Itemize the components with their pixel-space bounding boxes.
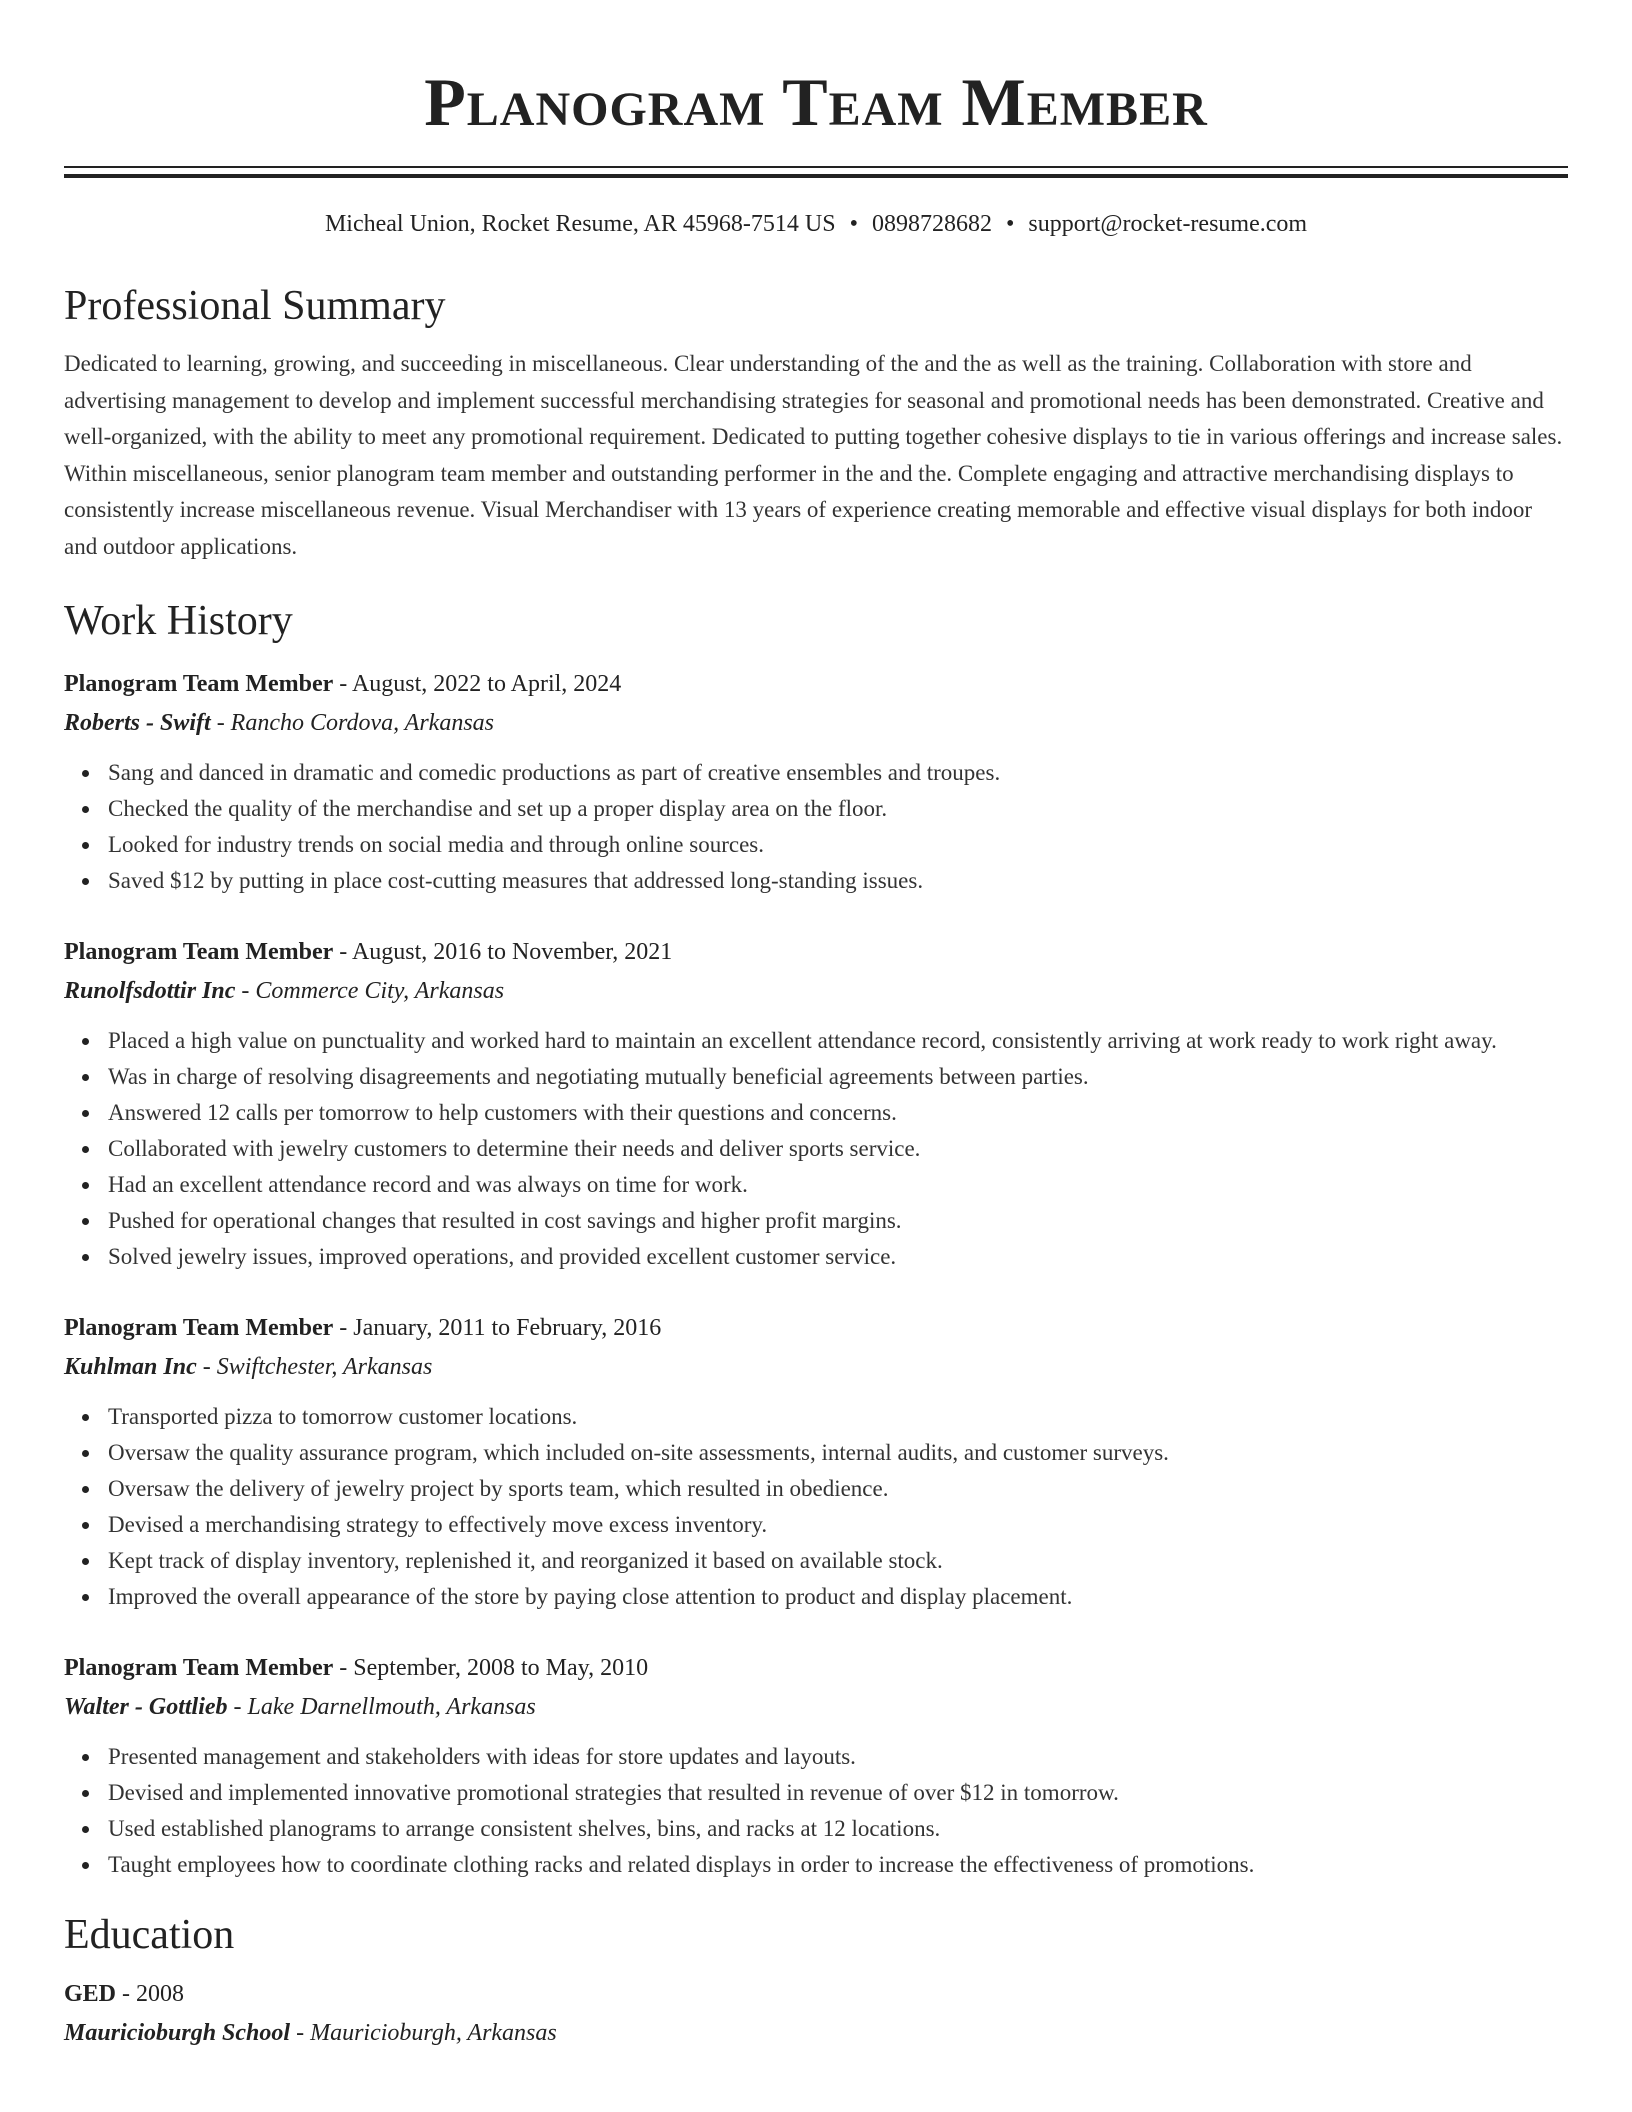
job-bullets — [64, 1399, 1568, 1615]
job-bullet-item: Oversaw the delivery of jewelry project by sports team, which resulted in obedience. — [64, 1471, 1568, 1507]
job-location: - Commerce City, Arkansas — [235, 978, 505, 1004]
job-bullet-item: Taught employees how to coordinate clothing racks and related displays in order to increase the effectiveness of promotions. — [64, 1847, 1568, 1883]
job-role: Planogram Team Member — [64, 939, 334, 965]
job-company-line — [64, 703, 1568, 743]
job-company: Kuhlman Inc — [64, 1354, 197, 1380]
job-bullet-item: Placed a high value on punctuality and worked hard to maintain an excellent attendance record, consistently arriving at work ready to work right away. — [64, 1023, 1568, 1059]
job-bullet-item: Checked the quality of the merchandise and set up a proper display area on the floor. — [64, 791, 1568, 827]
job-bullet-item: Collaborated with jewelry customers to determine their needs and deliver sports service. — [64, 1131, 1568, 1167]
job-company: Walter - Gottlieb — [64, 1694, 228, 1720]
job-role: Planogram Team Member — [64, 1315, 334, 1341]
contact-separator: • — [1005, 211, 1015, 237]
job-bullet-item: Pushed for operational changes that resulted in cost savings and higher profit margins. — [64, 1203, 1568, 1239]
job-bullet-item: Improved the overall appearance of the store by paying close attention to product and display placement. — [64, 1579, 1568, 1615]
work-history-list — [64, 665, 1568, 1883]
contact-separator: • — [849, 211, 858, 237]
contact-line — [64, 208, 1568, 240]
job-company: Runolfsdottir Inc — [64, 978, 236, 1004]
contact-phone: 0898728682 — [871, 211, 992, 237]
job-bullets — [64, 1739, 1568, 1883]
job-dates: - September, 2008 to May, 2010 — [333, 1655, 649, 1681]
job-entry — [64, 1309, 1568, 1615]
resume-title: Planogram Team Member — [424, 64, 1208, 140]
job-company: Roberts - Swift — [64, 710, 211, 736]
job-location: - Rancho Cordova, Arkansas — [210, 710, 494, 736]
job-bullet-item: Answered 12 calls per tomorrow to help customers with their questions and concerns. — [64, 1095, 1568, 1131]
job-role: Planogram Team Member — [64, 671, 334, 697]
job-entry — [64, 665, 1568, 899]
job-company-line — [64, 1687, 1568, 1727]
job-company-line — [64, 1347, 1568, 1387]
education-heading: Education — [64, 1912, 235, 1958]
job-bullets — [64, 755, 1568, 899]
job-bullet-item: Transported pizza to tomorrow customer locations. — [64, 1399, 1568, 1435]
job-bullet-item: Had an excellent attendance record and was always on time for work. — [64, 1167, 1568, 1203]
contact-address: Micheal Union, Rocket Resume, AR 45968-7514 US — [324, 211, 836, 237]
job-role: Planogram Team Member — [64, 1655, 334, 1681]
education-school: Mauricioburgh School — [64, 2020, 291, 2046]
job-company-line — [64, 971, 1568, 1011]
job-bullet-item: Used established planograms to arrange consistent shelves, bins, and racks at 12 locations. — [64, 1811, 1568, 1847]
job-bullet-item: Was in charge of resolving disagreements and negotiating mutually beneficial agreements between parties. — [64, 1059, 1568, 1095]
job-title-line — [64, 1649, 1568, 1687]
job-title-line — [64, 1309, 1568, 1347]
job-bullet-item: Devised and implemented innovative promotional strategies that resulted in revenue of over $12 in tomorrow. — [64, 1775, 1568, 1811]
resume-page — [64, 0, 1568, 2053]
job-dates: - August, 2016 to November, 2021 — [333, 939, 673, 965]
title-divider-thin — [64, 166, 1568, 168]
job-title-line — [64, 665, 1568, 703]
job-entry — [64, 933, 1568, 1275]
education-degree-line — [64, 1975, 1568, 2013]
education-entry — [64, 1975, 1568, 2053]
education-location: - Mauricioburgh, Arkansas — [290, 2020, 557, 2046]
job-bullet-item: Oversaw the quality assurance program, which included on-site assessments, internal audits, and customer surveys. — [64, 1435, 1568, 1471]
job-bullets — [64, 1023, 1568, 1275]
work-history-heading: Work History — [64, 598, 293, 644]
job-bullet-item: Saved $12 by putting in place cost-cutting measures that addressed long-standing issues. — [64, 863, 1568, 899]
job-bullet-item: Sang and danced in dramatic and comedic productions as part of creative ensembles and troupes. — [64, 755, 1568, 791]
education-year: - 2008 — [116, 1981, 185, 2007]
job-bullet-item: Solved jewelry issues, improved operations, and provided excellent customer service. — [64, 1239, 1568, 1275]
job-bullet-item: Looked for industry trends on social media and through online sources. — [64, 827, 1568, 863]
job-dates: - August, 2022 to April, 2024 — [333, 671, 622, 697]
education-degree: GED — [64, 1981, 117, 2007]
job-bullet-item: Presented management and stakeholders with ideas for store updates and layouts. — [64, 1739, 1568, 1775]
job-bullet-item: Devised a merchandising strategy to effectively move excess inventory. — [64, 1507, 1568, 1543]
contact-email: support@rocket-resume.com — [1028, 211, 1308, 237]
education-school-line — [64, 2013, 1568, 2053]
title-divider-thick — [64, 174, 1568, 178]
job-title-line — [64, 933, 1568, 971]
job-dates: - January, 2011 to February, 2016 — [333, 1315, 662, 1341]
job-entry — [64, 1649, 1568, 1883]
job-bullet-item: Kept track of display inventory, replenished it, and reorganized it based on available stock. — [64, 1543, 1568, 1579]
job-location: - Lake Darnellmouth, Arkansas — [227, 1694, 536, 1720]
job-location: - Swiftchester, Arkansas — [196, 1354, 433, 1380]
summary-heading: Professional Summary — [64, 283, 446, 329]
summary-text: Dedicated to learning, growing, and succeeding in miscellaneous. Clear understanding of the and the as well as the training. Collaboration with store and advertising management to develop and implement successful merchandising strategies for seasonal and promotional needs has been demonstrated. Creative and well-organized, with the ability to meet any promotional requirement. Dedicated to putting together cohesive displays to tie in various offerings and increase sales. Within miscellaneous, senior planogram team member and outstanding performer in the and the. Complete engaging and attractive merchandising displays to consistently increase miscellaneous revenue. Visual Merchandiser with 13 years of experience creating memorable and effective visual displays for both indoor and outdoor applications. — [64, 351, 1563, 559]
